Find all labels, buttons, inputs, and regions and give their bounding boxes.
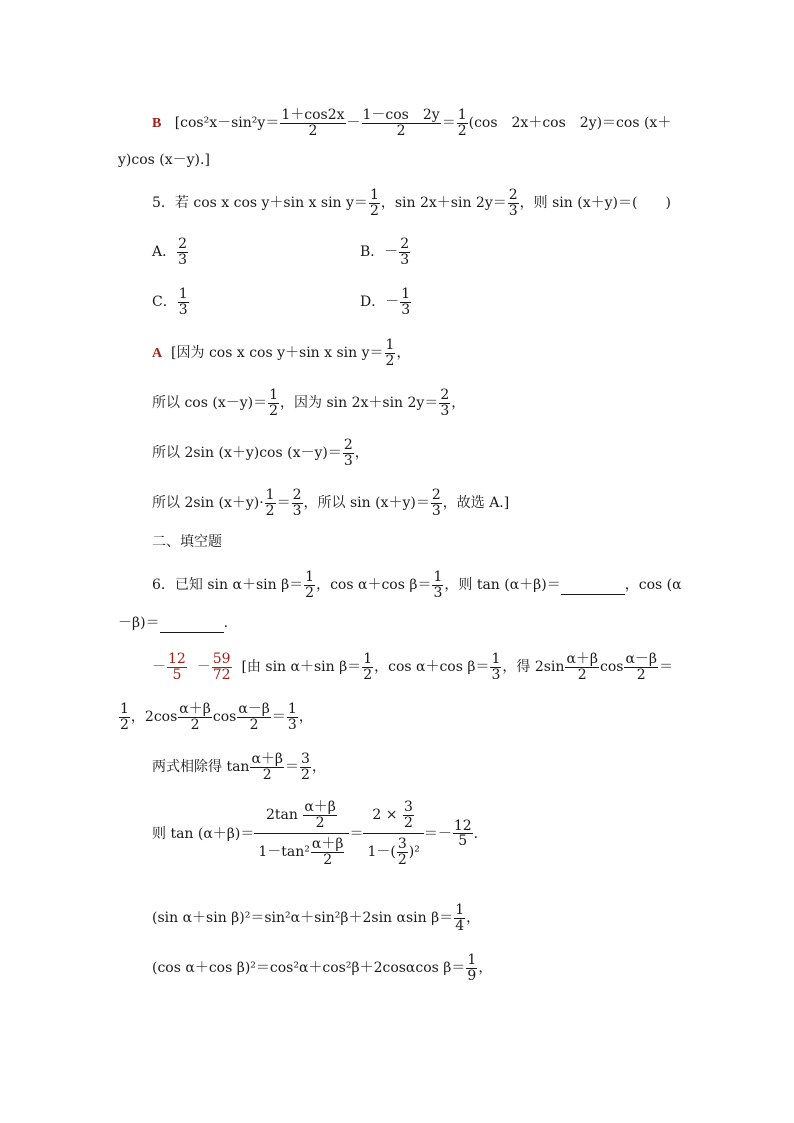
solution-6-line-5: (sin α＋sin β)²＝sin²α＋sin²β＋2sin αsin β＝ $\frac{1}{4}$ ，	[152, 902, 481, 934]
answer-b-text-1: [cos²x－sin²y＝	[174, 115, 280, 132]
option-b[interactable]: B．－ $\frac{2}{3}$	[360, 236, 410, 268]
option-d[interactable]: D．－ $\frac{1}{3}$	[360, 286, 411, 318]
solution-6-line-4: 则 tan (α＋β)＝ 2tan $\frac{\alpha+\beta}{2}$ 1－tan² $\frac{\alpha+\beta}{2}$ ＝ 2 × $\frac{3}{2}$ 1－( $\frac{3}{2}$ )² ＝－ $\frac{12}{5}$ .	[152, 799, 479, 869]
solution-6-line-3: 两式相除得 tan $\frac{\alpha+\beta}{2}$ ＝ $\frac{3}{2}$ ，	[152, 751, 326, 783]
fraction: $\frac{1-\cos 2y}{2}$	[362, 107, 440, 139]
answer-b-line: B [cos²x－sin²y＝ $\frac{1+\cos 2x}{2}$ － $\frac{1-\cos 2y}{2}$ ＝ $\frac{1}{2}$ (cos 2x＋cos 2y)＝cos (x＋	[152, 107, 672, 139]
solution-5-line-1: A [因为 cos x cos y＋sin x sin y＝ $\frac{1}{2}$ ，	[152, 337, 411, 369]
option-a[interactable]: A． $\frac{2}{3}$	[152, 236, 188, 268]
answer-blank-2[interactable]	[160, 618, 224, 633]
question-6-continuation: －β)＝ .	[118, 615, 229, 631]
question-5-stem: 5．若 cos x cos y＋sin x sin y＝ $\frac{1}{2}$ ，sin 2x＋sin 2y＝ $\frac{2}{3}$ ，则 sin (x＋y)＝( )	[152, 187, 671, 219]
solution-6-line-2: $\frac{1}{2}$ ，2cos $\frac{\alpha+\beta}{2}$ cos $\frac{\alpha-\beta}{2}$ ＝ $\frac{1}{3}$ ，	[120, 701, 313, 733]
answer-b-continuation: y)cos (x－y).]	[118, 152, 210, 168]
answer-b-text-2: (cos 2x＋cos 2y)＝cos (x＋	[468, 115, 672, 132]
fraction: $\frac{1}{2}$	[369, 187, 379, 219]
fraction: $\frac{1}{2}$	[457, 107, 467, 139]
answer-blank-1[interactable]	[561, 580, 625, 595]
question-6-stem: 6．已知 sin α＋sin β＝ $\frac{1}{2}$ ，cos α＋cos β＝ $\frac{1}{3}$ ，则 tan (α＋β)＝ ，cos (α	[152, 569, 682, 601]
solution-5-line-4: 所以 2sin (x＋y)· $\frac{1}{2}$ ＝ $\frac{2}{3}$ ，所以 sin (x＋y)＝ $\frac{2}{3}$ ，故选 A.]	[152, 487, 510, 519]
solution-6-line-6: (cos α＋cos β)²＝cos²α＋cos²β＋2cosαcos β＝ $\frac{1}{9}$ ，	[152, 952, 493, 984]
answer-letter-b: B	[152, 116, 162, 132]
fraction: $\frac{1+\cos 2x}{2}$	[281, 107, 345, 139]
fraction: $\frac{2}{3}$	[508, 187, 518, 219]
option-c[interactable]: C． $\frac{1}{3}$	[152, 286, 188, 318]
solution-5-line-3: 所以 2sin (x＋y)cos (x－y)＝ $\frac{2}{3}$ ，	[152, 437, 369, 469]
solution-6-line-1: － $\frac{12}{5}$ － $\frac{59}{72}$ [由 sin α＋sin β＝ $\frac{1}{2}$ ，cos α＋cos β＝ $\frac{1}{3}$ ，得 2sin $\frac{\alpha+\beta}{2}$ cos $\frac{\alpha-\beta}{2}$ ＝	[152, 651, 674, 683]
compound-fraction-2: 2 × $\frac{3}{2}$ 1－( $\frac{3}{2}$ )²	[363, 800, 423, 868]
solution-5-line-2: 所以 cos (x－y)＝ $\frac{1}{2}$ ，因为 sin 2x＋sin 2y＝ $\frac{2}{3}$ ，	[152, 387, 466, 419]
answer-6-1: － $\frac{12}{5}$	[152, 651, 186, 683]
answer-6-2: － $\frac{59}{72}$	[196, 651, 231, 683]
compound-fraction-1: 2tan $\frac{\alpha+\beta}{2}$ 1－tan² $\frac{\alpha+\beta}{2}$	[254, 800, 349, 868]
answer-letter-a: A	[152, 346, 163, 362]
section-heading: 二、填空题	[152, 534, 222, 550]
